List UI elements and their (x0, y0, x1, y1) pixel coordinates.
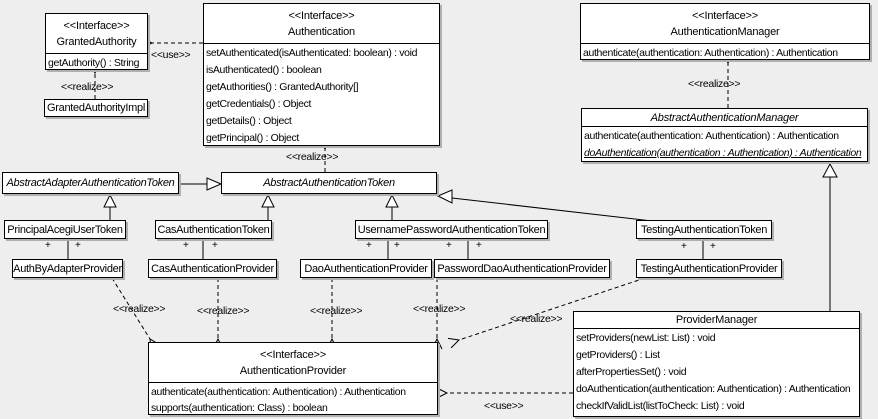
class-name: GrantedAuthority (56, 36, 137, 48)
class-name: GrantedAuthorityImpl (47, 102, 145, 114)
class-name: AuthenticationManager (670, 26, 780, 38)
class-name: AuthenticationProvider (239, 365, 347, 377)
method: getCredentials() : Object (206, 98, 312, 110)
edge-generalization-testing-token-to-abstract-token (438, 190, 652, 221)
method: authenticate(authentication: Authentication) : Authentication (584, 130, 839, 142)
class-password-dao-authentication-provider (434, 259, 610, 278)
multiplicity-plus: + (394, 240, 400, 251)
class-cas-authentication-provider (148, 259, 277, 278)
method: getPrincipal() : Object (206, 132, 299, 144)
method: getAuthorities() : GrantedAuthority[] (206, 81, 359, 93)
method: supports(authentication: Class) : boolean (151, 402, 328, 414)
multiplicity-plus: + (446, 240, 452, 251)
class-testing-authentication-provider (636, 259, 782, 278)
use-label: <<use>> (484, 400, 524, 412)
class-authentication (203, 3, 440, 146)
class-name: CasAuthenticationToken (157, 223, 270, 236)
methods-compartment (581, 44, 869, 60)
edge-generalization-principal-acegi-to-adapter-token (104, 195, 116, 220)
stereotype-label: <<Interface>> (260, 349, 326, 361)
methods-compartment (46, 54, 147, 70)
edge-generalization-provider-manager-to-abstract-manager (823, 164, 837, 311)
method: doAuthentication(authentication: Authentication) : Authentication (576, 383, 851, 395)
method: isAuthenticated() : boolean (206, 64, 322, 76)
class-name: AbstractAuthenticationManager (582, 109, 867, 127)
class-name: UsernamePasswordAuthenticationToken (357, 223, 546, 236)
method-abstract: doAuthentication(authentication : Authentication) : Authentication (584, 147, 862, 159)
method: checkIfValidList(listToCheck: List) : void (576, 400, 745, 412)
methods-compartment (204, 44, 439, 146)
class-granted-authority (45, 13, 148, 70)
edge-generalization-cas-token-to-abstract-token (262, 195, 274, 220)
method: setAuthenticated(isAuthenticated: boolean) : void (206, 47, 418, 59)
use-label: <<use>> (151, 49, 191, 61)
multiplicity-plus: + (366, 240, 372, 251)
class-name: Authentication (288, 26, 355, 38)
realize-label: <<realize>> (310, 305, 363, 317)
class-provider-manager (573, 311, 860, 417)
realize-label: <<realize>> (413, 303, 466, 315)
methods-compartment (582, 127, 867, 162)
class-name: TestingAuthenticationProvider (640, 262, 778, 275)
stereotype-label: <<Interface>> (692, 10, 758, 22)
realize-label: <<realize>> (197, 305, 250, 317)
multiplicity-plus: + (45, 240, 51, 251)
class-principal-acegi-user-token (4, 220, 126, 239)
class-testing-authentication-token (636, 220, 772, 239)
stereotype-label: <<Interface>> (63, 20, 130, 32)
realize-label: <<realize>> (688, 78, 741, 90)
class-abstract-authentication-manager (581, 108, 868, 162)
method: getProviders() : List (576, 349, 660, 361)
class-auth-by-adapter-provider (12, 259, 123, 278)
class-name: PrincipalAcegiUserToken (7, 223, 123, 236)
method: setProviders(newList: List) : void (576, 332, 716, 344)
method: authenticate(authentication: Authentication) : Authentication (583, 47, 838, 59)
realize-label: <<realize>> (61, 81, 114, 93)
multiplicity-plus: + (75, 240, 81, 251)
class-dao-authentication-provider (300, 259, 432, 278)
method: afterPropertiesSet() : void (576, 366, 687, 378)
class-name: AbstractAdapterAuthenticationToken (6, 177, 175, 189)
class-name: CasAuthenticationProvider (151, 262, 274, 275)
class-name: DaoAuthenticationProvider (304, 262, 428, 275)
method: getAuthority() : String (48, 57, 140, 69)
method: authenticate(authentication: Authentication) : Authentication (151, 386, 406, 398)
realize-label: <<realize>> (286, 151, 339, 163)
class-username-password-authentication-token (355, 220, 548, 239)
multiplicity-plus: + (681, 241, 687, 252)
edge-generalization-adapter-token-to-abstract-token (179, 178, 221, 190)
method: getDetails() : Object (206, 115, 292, 127)
methods-compartment (149, 383, 437, 415)
class-granted-authority-impl (44, 99, 148, 117)
class-cas-authentication-token (155, 220, 272, 239)
class-title (149, 343, 437, 383)
realize-label: <<realize>> (510, 313, 563, 325)
class-name: TestingAuthenticationToken (640, 223, 768, 236)
methods-compartment (574, 329, 859, 415)
realize-label: <<realize>> (113, 303, 166, 315)
class-title (581, 4, 869, 44)
multiplicity-plus: + (212, 240, 218, 251)
class-name: PasswordDaoAuthenticationProvider (437, 262, 607, 275)
class-authentication-manager (580, 3, 870, 60)
multiplicity-plus: + (710, 241, 716, 252)
class-abstract-authentication-token (221, 172, 437, 194)
multiplicity-plus: + (183, 240, 189, 251)
class-name: AuthByAdapterProvider (13, 262, 122, 275)
class-title (204, 4, 439, 44)
class-name: ProviderManager (574, 312, 859, 329)
edge-generalization-username-token-to-abstract-token (386, 195, 398, 220)
stereotype-label: <<Interface>> (288, 10, 355, 22)
class-title (46, 14, 147, 54)
multiplicity-plus: + (476, 240, 482, 251)
class-name: AbstractAuthenticationToken (263, 177, 395, 189)
class-authentication-provider (148, 342, 438, 415)
class-abstract-adapter-authentication-token (2, 172, 179, 194)
